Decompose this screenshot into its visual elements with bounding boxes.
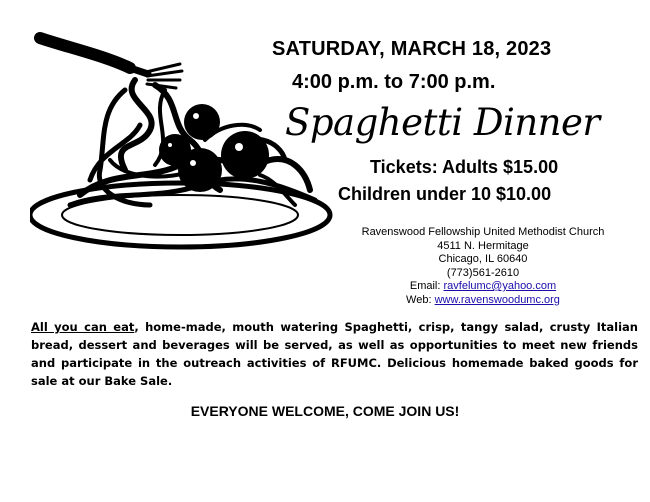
event-time: 4:00 p.m. to 7:00 p.m. [292,71,496,93]
welcome-banner: EVERYONE WELCOME, COME JOIN US! [190,403,460,419]
city-state-zip: Chicago, IL 60640 [438,253,528,265]
description-lead: All you can eat [31,320,135,334]
tickets-adults-price: Tickets: Adults $15.00 [370,157,559,177]
phone-number: (773)561-2610 [446,266,520,279]
tickets-children-price: Children under 10 $10.00 [338,184,552,204]
email-link[interactable]: ravfelumc@yahoo.com [443,280,557,292]
contact-block [335,226,631,307]
web-line [335,294,631,308]
email-line [335,280,631,294]
event-title: Spaghetti Dinner [285,101,600,144]
web-label: Web: [406,293,432,306]
email-label: Email: [409,280,441,292]
church-name: Ravenswood Fellowship United Methodist Church [361,226,605,238]
web-link[interactable]: www.ravenswoodumc.org [434,293,560,306]
street-address: 4511 N. Hermitage [437,239,529,252]
description-body: , home-made, mouth watering Spaghetti, crisp, tangy salad, crusty Italian bread, dessert and beverages will be served, as well as opportunities to meet new friends and participate in the outreach activities of RFUMC. Delicious homemade baked goods for sale at our Bake Sale. [31,320,638,388]
event-description [31,318,638,390]
event-date: SATURDAY, MARCH 18, 2023 [272,38,552,60]
